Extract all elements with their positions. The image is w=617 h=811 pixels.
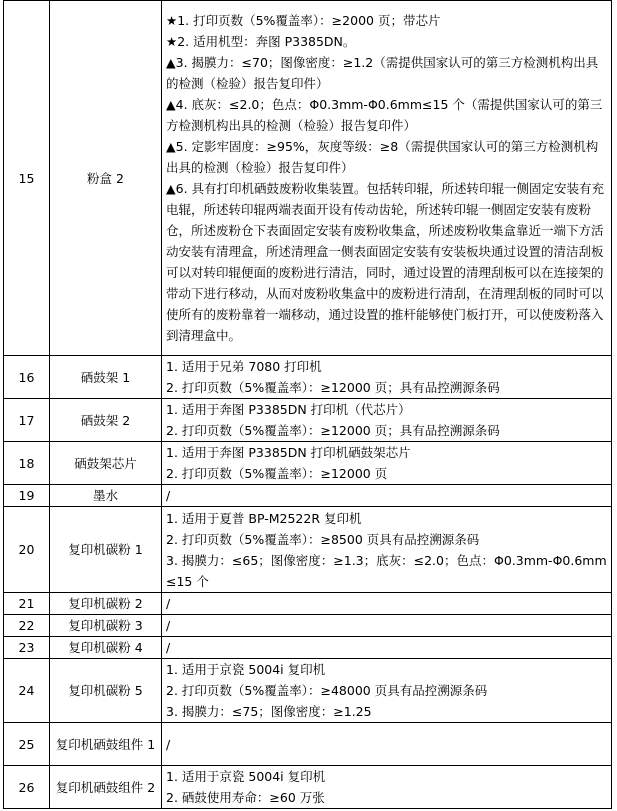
table-row <box>4 637 612 659</box>
spec-line: ▲3. 揭膜力：≤70；图像密度：≥1.2（需提供国家认可的第三方检测机构出具的检测（检验）报告复印件） <box>166 55 599 91</box>
item-spec <box>162 615 612 637</box>
row-number: 19 <box>4 485 50 507</box>
row-number: 25 <box>4 723 50 766</box>
item-spec <box>162 723 612 766</box>
spec-line: 1. 适用于夏普 BP-M2522R 复印机 <box>166 510 362 526</box>
spec-line: 2. 打印页数（5%覆盖率）：≥48000 页具有品控溯源条码 <box>166 683 488 698</box>
item-spec <box>162 442 612 485</box>
spec-line: 2. 打印页数（5%覆盖率）：≥12000 页；具有品控溯源条码 <box>166 380 500 395</box>
spec-line: 1. 适用于奔图 P3385DN 打印机硒鼓架芯片 <box>166 445 411 460</box>
spec-line: ★1. 打印页数（5%覆盖率）：≥2000 页；带芯片 <box>166 13 441 28</box>
spec-line: / <box>166 618 171 633</box>
item-name: 复印机硒鼓组件 1 <box>50 723 162 766</box>
item-spec <box>162 766 612 809</box>
spec-line: 1. 适用于兄弟 7080 打印机 <box>166 359 322 374</box>
spec-table <box>3 0 612 809</box>
spec-line: ★2. 适用机型：奔图 P3385DN。 <box>166 34 356 49</box>
spec-line: 2. 打印页数（5%覆盖率）：≥12000 页 <box>166 466 388 481</box>
row-number: 21 <box>4 593 50 615</box>
table-row <box>4 615 612 637</box>
item-name: 复印机硒鼓组件 2 <box>50 766 162 809</box>
table-row <box>4 593 612 615</box>
table-row <box>4 766 612 809</box>
table-row <box>4 442 612 485</box>
item-name: 硒鼓架芯片 <box>50 442 162 485</box>
row-number: 18 <box>4 442 50 485</box>
spec-line: 3. 揭膜力：≤65；图像密度：≥1.3；底灰：≤2.0；色点：Φ0.3mm-Φ0.6mm≤15 个 <box>166 552 607 589</box>
item-spec <box>162 399 612 442</box>
item-name: 粉盒 2 <box>50 1 162 356</box>
item-spec <box>162 637 612 659</box>
row-number: 23 <box>4 637 50 659</box>
item-spec <box>162 1 612 356</box>
item-name: 复印机碳粉 1 <box>50 507 162 593</box>
spec-line: / <box>166 736 171 752</box>
row-number: 15 <box>4 1 50 356</box>
spec-line: 1. 适用于奔图 P3385DN 打印机（代芯片） <box>166 402 411 417</box>
row-number: 20 <box>4 507 50 593</box>
spec-line: ▲5. 定影牢固度：≥95%，灰度等级：≥8（需提供国家认可的第三方检测机构出具的检测（检验）报告复印件） <box>166 139 599 175</box>
spec-line: ▲4. 底灰：≤2.0；色点：Φ0.3mm-Φ0.6mm≤15 个（需提供国家认可的第三方检测机构出具的检测（检验）报告复印件） <box>166 97 603 133</box>
item-name: 复印机碳粉 5 <box>50 659 162 723</box>
table-row <box>4 1 612 356</box>
spec-line: / <box>166 488 171 503</box>
row-number: 24 <box>4 659 50 723</box>
spec-line: 2. 打印页数（5%覆盖率）：≥8500 页具有品控溯源条码 <box>166 531 480 547</box>
item-name: 复印机碳粉 4 <box>50 637 162 659</box>
table-row <box>4 356 612 399</box>
item-spec <box>162 507 612 593</box>
table-row <box>4 507 612 593</box>
item-spec <box>162 593 612 615</box>
item-name: 硒鼓架 1 <box>50 356 162 399</box>
row-number: 16 <box>4 356 50 399</box>
spec-line: 2. 打印页数（5%覆盖率）：≥12000 页；具有品控溯源条码 <box>166 423 500 438</box>
row-number: 26 <box>4 766 50 809</box>
spec-line: 2. 硒鼓使用寿命：≥60 万张 <box>166 790 325 805</box>
item-name: 复印机碳粉 2 <box>50 593 162 615</box>
spec-line: / <box>166 596 171 611</box>
spec-line: / <box>166 640 171 655</box>
table-row <box>4 659 612 723</box>
item-name: 复印机碳粉 3 <box>50 615 162 637</box>
spec-line: 1. 适用于京瓷 5004i 复印机 <box>166 769 326 784</box>
item-spec <box>162 659 612 723</box>
item-name: 硒鼓架 2 <box>50 399 162 442</box>
table-row <box>4 399 612 442</box>
item-name: 墨水 <box>50 485 162 507</box>
table-row <box>4 723 612 766</box>
spec-line: 1. 适用于京瓷 5004i 复印机 <box>166 662 326 677</box>
item-spec <box>162 356 612 399</box>
row-number: 22 <box>4 615 50 637</box>
spec-line: 3. 揭膜力：≤75；图像密度：≥1.25 <box>166 704 372 719</box>
table-row <box>4 485 612 507</box>
spec-line: ▲6. 具有打印机硒鼓废粉收集装置。包括转印辊，所述转印辊一侧固定安装有充电辊，所述转印辊两端表面开设有传动齿轮，所述转印辊一侧固定安装有废粉仓，所述废粉仓下表面固定安装有废粉收集盒，所述废粉收集盒靠近一端下方活动安装有清理盒，所述清理盒一侧表面固定安装有安装板块通过设置的清洁刮板可以对转印辊便面的废粉进行清洁，同时，通过设置的清理刮板可以在连接架的带动下进行移动，从而对废粉收集盒中的废粉进行清刮，在清理刮板的同时可以使所有的废粉靠着一端移动，通过设置的推杆能够使门板打开，可以使废粉落入到清理盒中。 <box>166 181 605 343</box>
row-number: 17 <box>4 399 50 442</box>
item-spec <box>162 485 612 507</box>
